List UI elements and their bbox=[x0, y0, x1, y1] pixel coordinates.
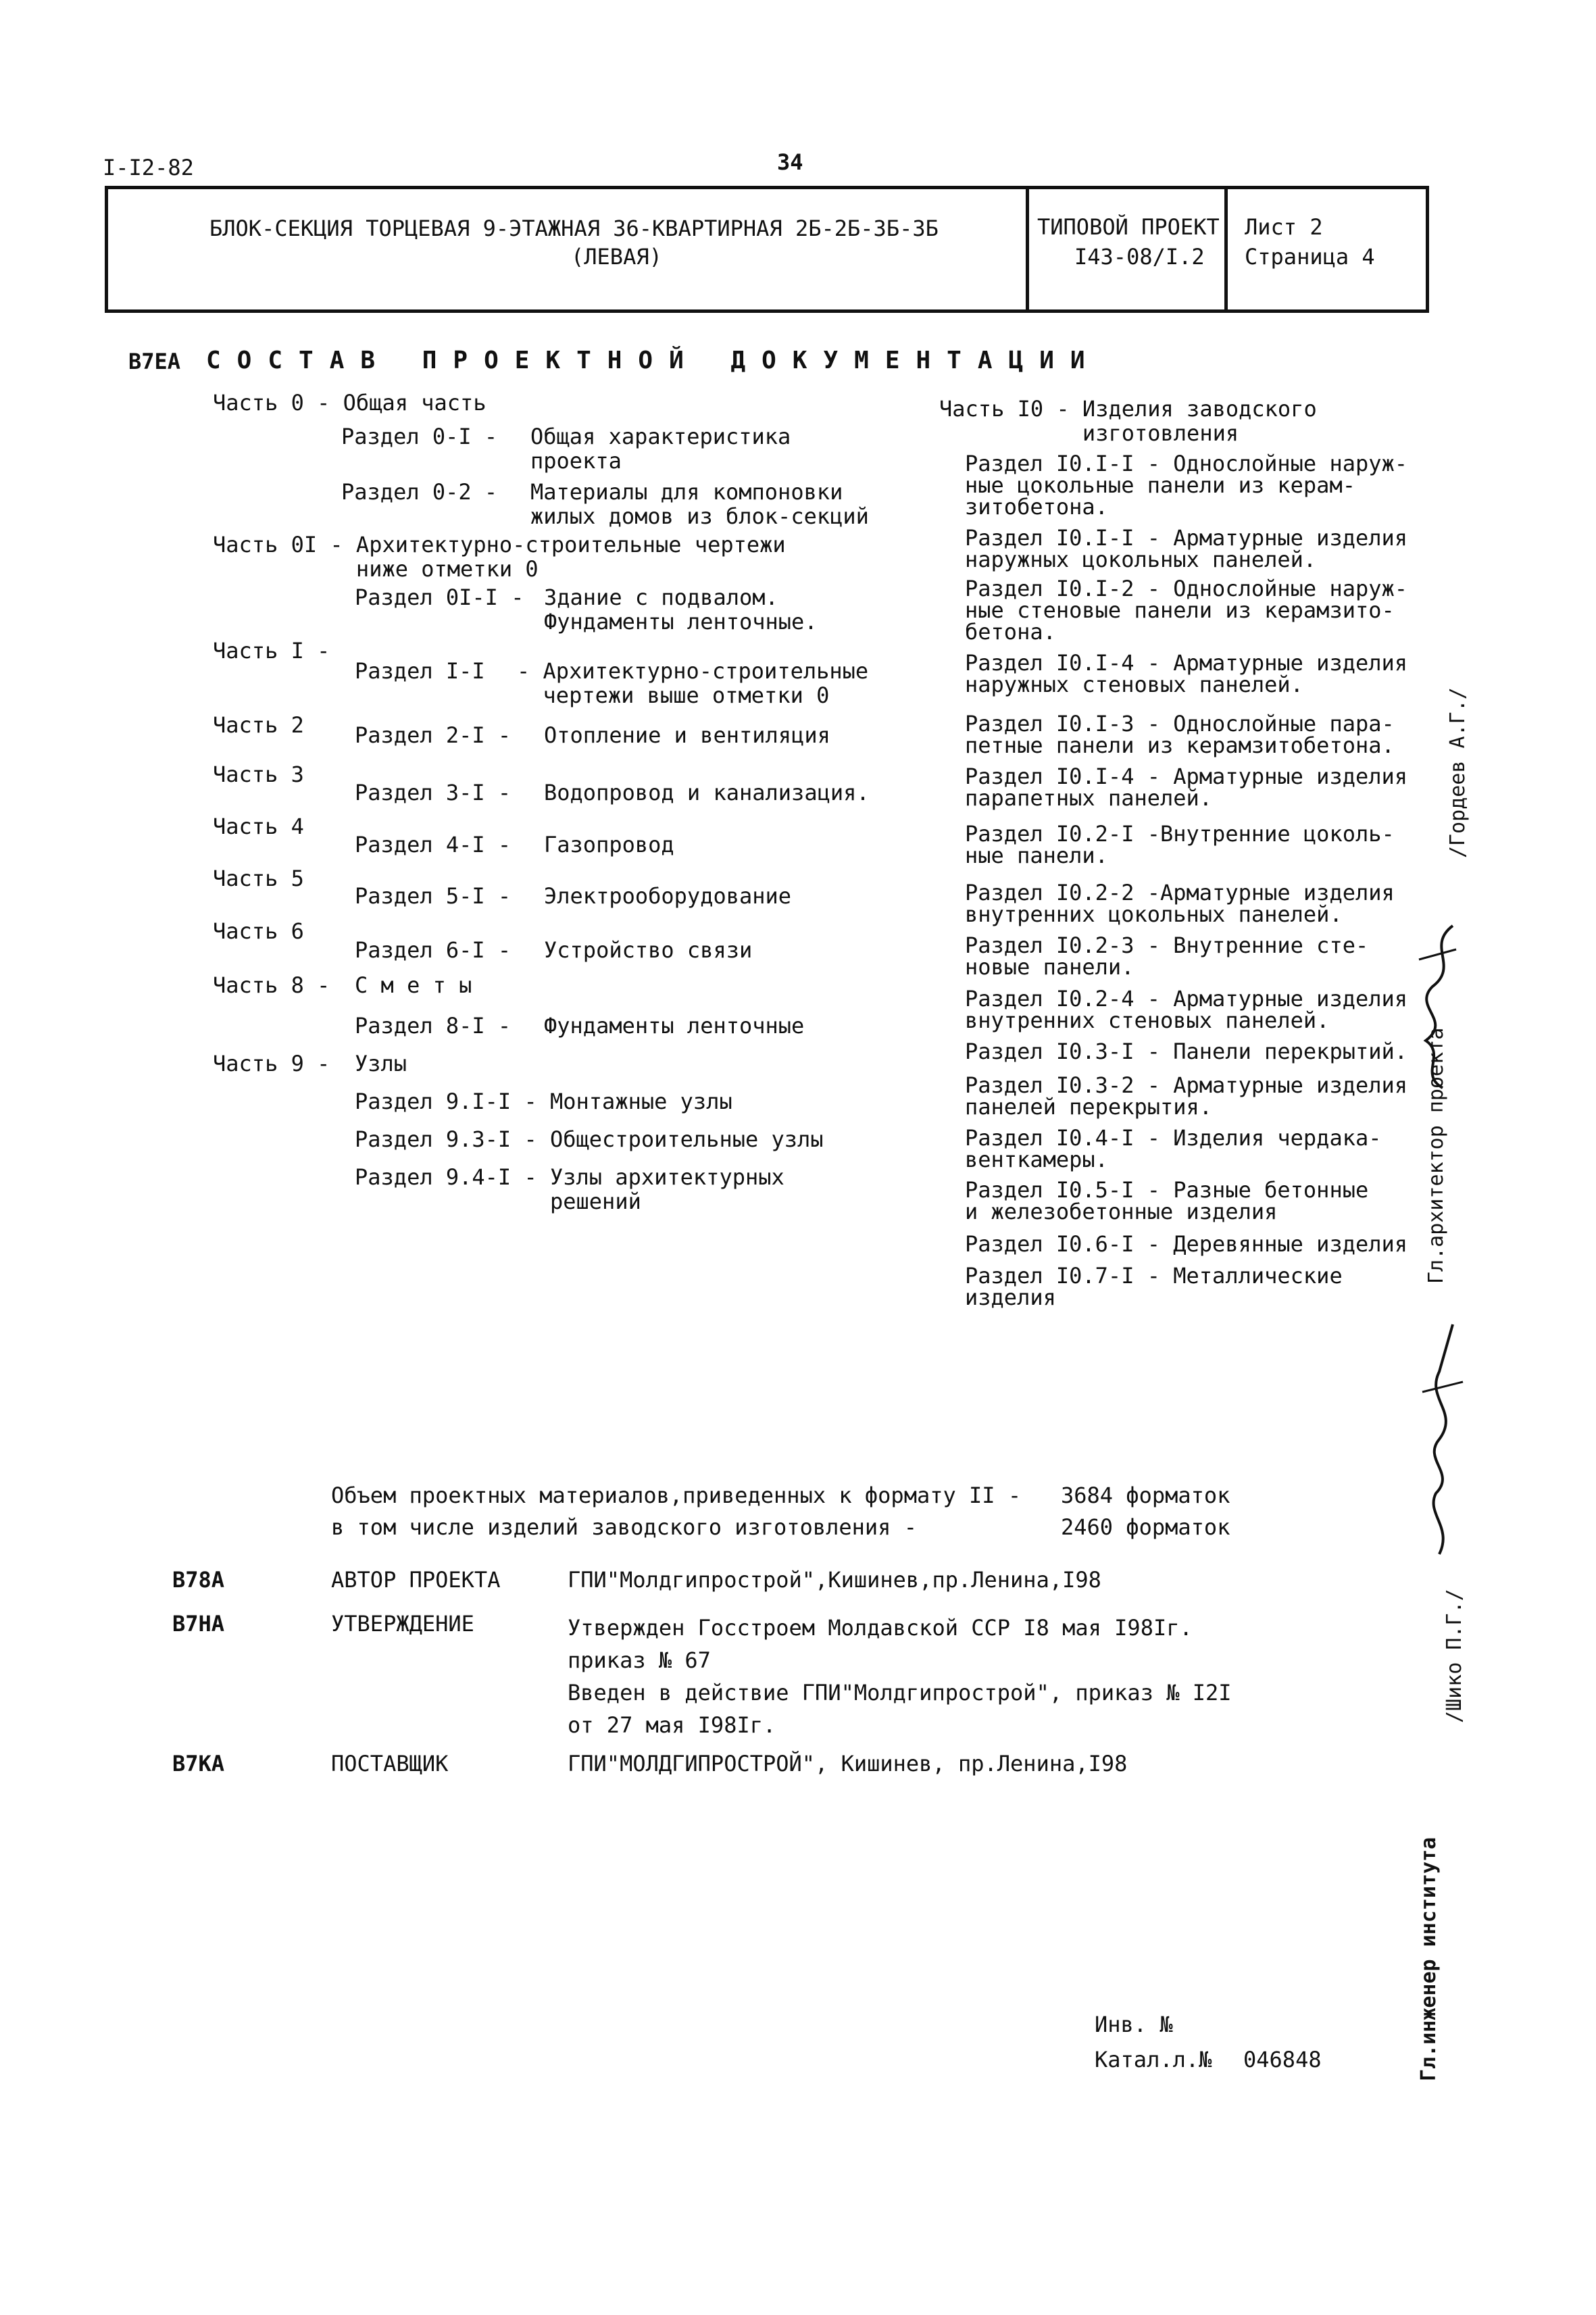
section-title: Здание с подвалом. Фундаменты ленточные. bbox=[544, 584, 818, 634]
section-title: Материалы для компоновки жилых домов из блок-секций bbox=[530, 479, 869, 529]
section-label: Раздел 0I-I - bbox=[355, 584, 524, 610]
page-number: 34 bbox=[777, 149, 803, 175]
catalog-label: Катал.л.№ bbox=[1095, 2047, 1212, 2072]
part-9-title: Узлы bbox=[355, 1051, 407, 1076]
section-title: Электрооборудование bbox=[544, 883, 792, 909]
section-title: Отопление и вентиляция bbox=[544, 722, 830, 748]
title-block bbox=[105, 186, 1429, 313]
section-title: - Архитектурно-строительные чертежи выше отметки 0 bbox=[517, 658, 869, 708]
section-title: Водопровод и канализация. bbox=[544, 780, 870, 805]
signature-gordeev bbox=[1405, 919, 1466, 1095]
part-8-title: С м е т ы bbox=[355, 972, 472, 998]
part-9: Часть 9 - bbox=[213, 1051, 330, 1076]
part-0: Часть 0 - Общая часть bbox=[213, 390, 487, 416]
section-label: Раздел 8-I - bbox=[355, 1013, 512, 1039]
signature-shiko bbox=[1412, 1318, 1473, 1561]
volume-value: 2460 форматок bbox=[1061, 1514, 1230, 1540]
title-divider bbox=[1026, 186, 1029, 313]
section-label: Раздел 4-I - bbox=[355, 832, 512, 857]
record-label: АВТОР ПРОЕКТА bbox=[331, 1567, 501, 1593]
section-entry: Раздел I0.5-I - Разные бетонные и железобетонные изделия bbox=[965, 1177, 1369, 1224]
section-title: Фундаменты ленточные bbox=[544, 1013, 805, 1039]
record-code: B7KA bbox=[172, 1751, 225, 1776]
section-entry: Раздел I0.4-I - Изделия чердака- венткамеры. bbox=[965, 1125, 1382, 1172]
part-8: Часть 8 - bbox=[213, 972, 330, 998]
part-01: Часть 0I - Архитектурно-строительные чертежи ниже отметки 0 bbox=[213, 532, 786, 582]
section-entry: Раздел I0.6-I - Деревянные изделия bbox=[965, 1231, 1408, 1257]
title-divider bbox=[1224, 186, 1228, 313]
section-entry: Раздел I0.3-I - Панели перекрытий. bbox=[965, 1039, 1408, 1064]
section-entry: Раздел I0.2-I -Внутренние цоколь- ные панели. bbox=[965, 821, 1395, 868]
record-label: УТВЕРЖДЕНИЕ bbox=[331, 1611, 474, 1637]
section-entry: Раздел I0.2-3 - Внутренние сте- новые панели. bbox=[965, 932, 1369, 980]
section-entry: Раздел I0.2-4 - Арматурные изделия внутренних стеновых панелей. bbox=[965, 986, 1408, 1033]
record-code: B7HA bbox=[172, 1611, 225, 1637]
part-1: Часть I - bbox=[213, 638, 330, 664]
section-code: B7EA bbox=[128, 349, 181, 374]
section-entry: Раздел I0.I-I - Однослойные наруж- ные цокольные панели из керам- зитобетона. bbox=[965, 451, 1408, 520]
section-entry: Раздел 9.4-I - Узлы архитектурных решений bbox=[355, 1164, 784, 1214]
section-entry: Раздел I0.I-2 - Однослойные наруж- ные стеновые панели из керамзито- бетона. bbox=[965, 576, 1408, 645]
section-entry: Раздел I0.I-4 - Арматурные изделия наружных стеновых панелей. bbox=[965, 650, 1408, 697]
section-entry: Раздел I0.7-I - Металлические изделия bbox=[965, 1263, 1343, 1310]
section-entry: Раздел I0.2-2 -Арматурные изделия внутренних цокольных панелей. bbox=[965, 880, 1395, 927]
margin-name-gordeev: /Гордеев А.Г./ bbox=[1446, 687, 1470, 858]
section-heading: СОСТАВ ПРОЕКТНОЙ ДОКУМЕНТАЦИИ bbox=[206, 347, 1101, 374]
margin-name-shiko: /Шико П.Г./ bbox=[1443, 1589, 1466, 1723]
page-index: Страница 4 bbox=[1245, 244, 1375, 270]
section-entry: Раздел I0.I-4 - Арматурные изделия парапетных панелей. bbox=[965, 764, 1408, 811]
section-label: Раздел 0-2 - bbox=[341, 479, 498, 505]
project-label: ТИПОВОЙ ПРОЕКТ bbox=[1037, 214, 1220, 240]
volume-line: Объем проектных материалов,приведенных к формату II - bbox=[331, 1483, 1022, 1508]
sheet-number: Лист 2 bbox=[1245, 214, 1323, 240]
section-entry: Раздел 9.I-I - Монтажные узлы bbox=[355, 1089, 732, 1114]
part-6: Часть 6 bbox=[213, 918, 304, 944]
record-text: ГПИ"МОЛДГИПРОСТРОЙ", Кишинев, пр.Ленина,I98 bbox=[568, 1751, 1128, 1776]
part-2: Часть 2 bbox=[213, 712, 304, 738]
section-title: Устройство связи bbox=[544, 937, 753, 963]
volume-value: 3684 форматок bbox=[1061, 1483, 1230, 1508]
record-code: B78A bbox=[172, 1567, 225, 1593]
section-entry: Раздел I0.I-3 - Однослойные пара- петные панели из керамзитобетона. bbox=[965, 711, 1395, 758]
section-entry: Раздел I0.3-2 - Арматурные изделия панелей перекрытия. bbox=[965, 1072, 1408, 1120]
section-title: Газопровод bbox=[544, 832, 674, 857]
section-label: Раздел 0-I - bbox=[341, 424, 498, 449]
section-label: Раздел I-I bbox=[355, 658, 485, 684]
section-title: Общая характеристика проекта bbox=[530, 424, 791, 474]
part-10: Часть I0 - Изделия заводского изготовления bbox=[939, 396, 1317, 446]
record-text: ГПИ"Молдгипрострой",Кишинев,пр.Ленина,I98 bbox=[568, 1567, 1101, 1593]
document-subtitle: (ЛЕВАЯ) bbox=[571, 244, 662, 270]
margin-role-engineer: Гл.инженер института bbox=[1417, 1837, 1441, 2081]
series-number: I-I2-82 bbox=[103, 155, 194, 180]
project-code: I43-08/I.2 bbox=[1074, 244, 1205, 270]
catalog-number: 046848 bbox=[1243, 2047, 1322, 2072]
section-label: Раздел 6-I - bbox=[355, 937, 512, 963]
section-entry: Раздел 9.3-I - Общестроительные узлы bbox=[355, 1126, 824, 1152]
section-label: Раздел 2-I - bbox=[355, 722, 512, 748]
volume-line: в том числе изделий заводского изготовления - bbox=[331, 1514, 917, 1540]
section-label: Раздел 3-I - bbox=[355, 780, 512, 805]
inventory-label: Инв. № bbox=[1095, 2012, 1173, 2037]
part-5: Часть 5 bbox=[213, 866, 304, 891]
document-title: БЛОК-СЕКЦИЯ ТОРЦЕВАЯ 9-ЭТАЖНАЯ 36-КВАРТИРНАЯ 2Б-2Б-3Б-3Б bbox=[209, 216, 939, 241]
section-label: Раздел 5-I - bbox=[355, 883, 512, 909]
record-label: ПОСТАВЩИК bbox=[331, 1751, 449, 1776]
part-4: Часть 4 bbox=[213, 814, 304, 839]
margin-role-architect: Гл.архитектор проекта bbox=[1424, 1027, 1448, 1284]
record-text: Утвержден Госстроем Молдавской ССР I8 мая I98Iг. приказ № 67 Введен в действие ГПИ"Молдгипрострой", приказ № I2I от 27 мая I98Iг. bbox=[568, 1615, 1232, 1738]
section-entry: Раздел I0.I-I - Арматурные изделия наружных цокольных панелей. bbox=[965, 525, 1408, 572]
part-3: Часть 3 bbox=[213, 762, 304, 787]
